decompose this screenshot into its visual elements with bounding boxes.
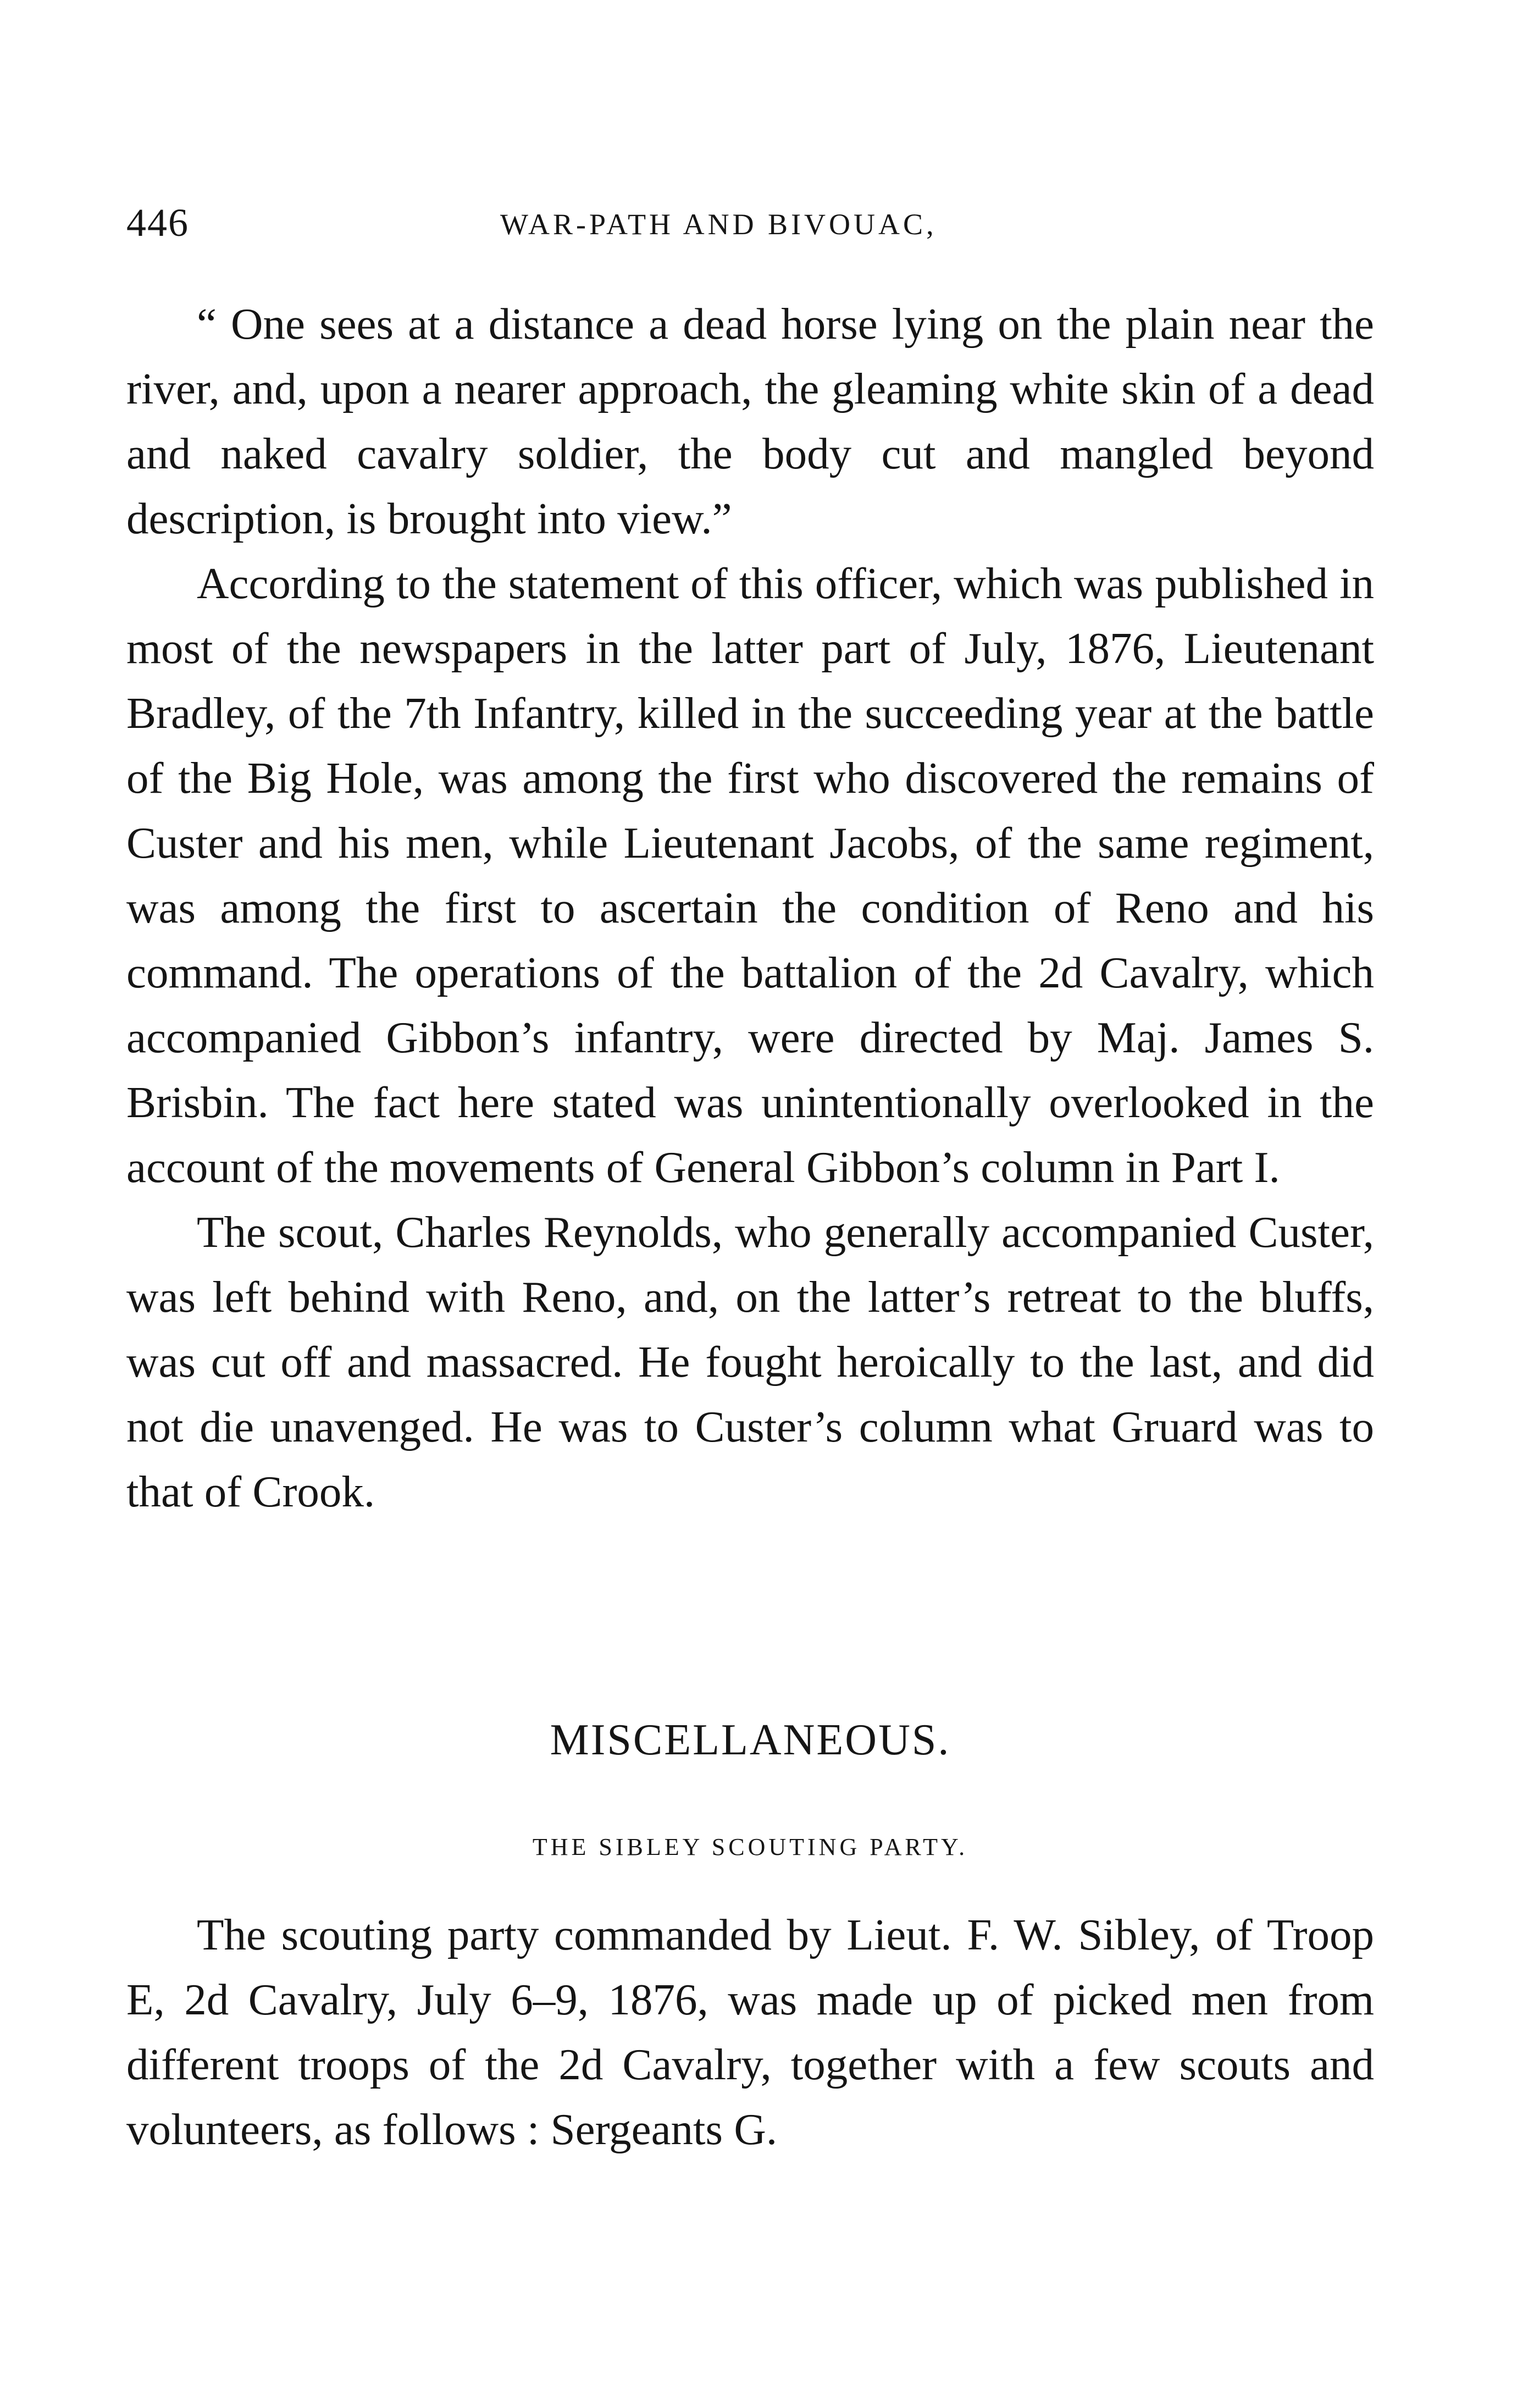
body-text xyxy=(126,291,1374,1524)
paragraph-reynolds: The scout, Charles Reynolds, who generally accompanied Custer, was left behind with Reno, and, on the latter’s retreat to the bluffs, was cut off and massacred. He fought heroically to the last, and did not die unavenged. He was to Custer’s column what Gruard was to that of Crook. xyxy=(126,1207,1374,1516)
paragraph-quote: “ One sees at a distance a dead horse lying on the plain near the river, and, upon a nearer approach, the gleaming white skin of a dead and naked cavalry soldier, the body cut and mangled beyond description, is brought into view.” xyxy=(126,299,1374,543)
paragraph-sibley: The scouting party commanded by Lieut. F. W. Sibley, of Troop E, 2d Cavalry, July 6–9, 1876, was made up of picked men from different troops of the 2d Cavalry, together with a few scouts and volunteers, as follows : Sergeants G. xyxy=(126,1910,1374,2154)
section-body-text xyxy=(126,1902,1374,2162)
section-subheading: THE SIBLEY SCOUTING PARTY. xyxy=(532,1833,968,1860)
page-number: 446 xyxy=(126,201,189,245)
running-title: WAR-PATH AND BIVOUAC, xyxy=(500,208,937,241)
paragraph-statement: According to the statement of this officer, which was published in most of the newspapers in the latter part of July, 1876, Lieutenant Bradley, of the 7th Infantry, killed in the succeeding year at the battle of the Big Hole, was among the first who discovered the remains of Custer and his men, while Lieutenant Jacobs, of the same regiment, was among the first to ascertain the condition of Reno and his command. The operations of the battalion of the 2d Cavalry, which accompanied Gibbon’s infantry, were directed by Maj. James S. Brisbin. The fact here stated was unintentionally overlooked in the account of the movements of General Gibbon’s column in Part I. xyxy=(126,559,1374,1192)
running-head xyxy=(126,195,1374,256)
section-heading: MISCELLANEOUS. xyxy=(550,1716,951,1764)
